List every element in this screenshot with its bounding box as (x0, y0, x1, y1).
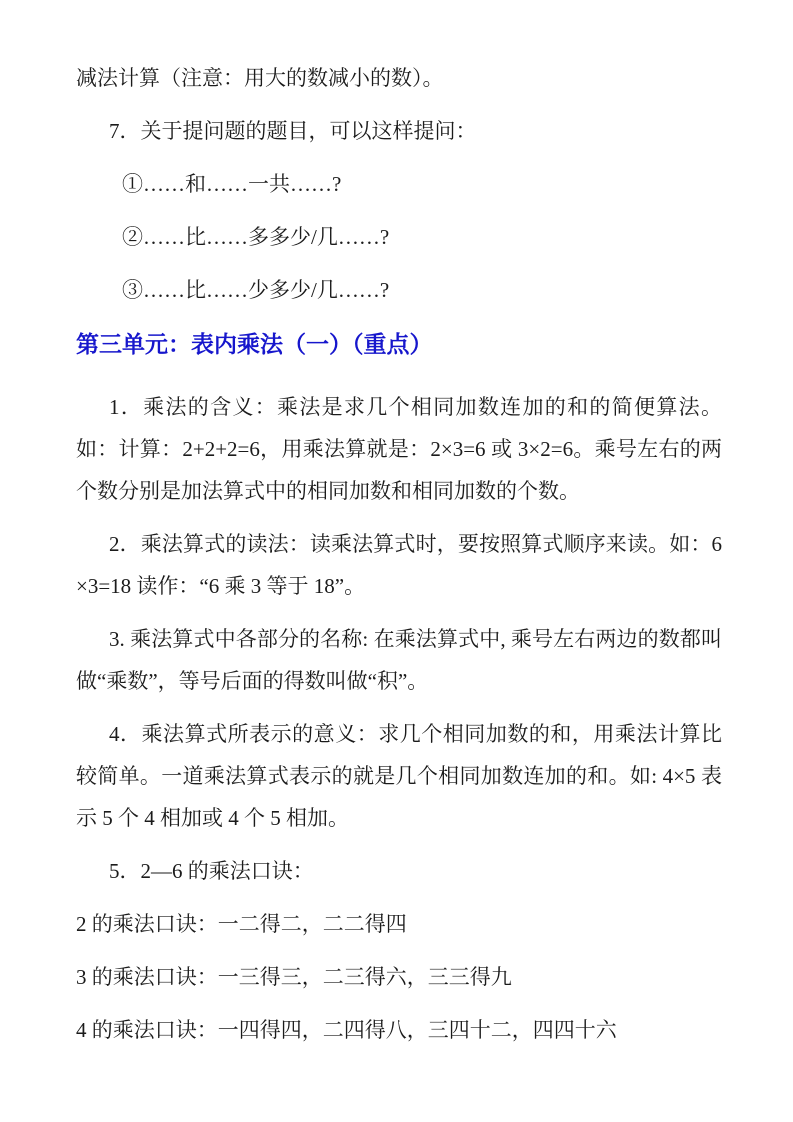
table-of-2: 2 的乘法口诀：一二得二，二二得四 (76, 912, 407, 936)
carryover-text: 减法计算（注意：用大的数减小的数）。 (76, 66, 444, 90)
question-pattern-2: ②……比……多多少/几……? (122, 225, 390, 249)
document-content (76, 57, 722, 1062)
item-5-tables-intro: 5．2—6 的乘法口诀： (109, 859, 314, 883)
section-heading-unit3: 第三单元：表内乘法（一）（重点） (76, 331, 433, 357)
table-of-4: 4 的乘法口诀：一四得四，二四得八，三四十二，四四十六 (76, 1018, 617, 1042)
item-3-part-names: 3. 乘法算式中各部分的名称: 在乘法算式中, 乘号左右两边的数都叫做“乘数”，等号后面的得数叫做“积”。 (76, 627, 722, 693)
question-pattern-1: ①……和……一共……? (122, 172, 342, 196)
question-pattern-3: ③……比……少多少/几……? (122, 278, 390, 302)
item-4-expression-meaning: 4．乘法算式所表示的意义：求几个相同加数的和，用乘法计算比较简单。一道乘法算式表示的就是几个相同加数连加的和。如: 4×5 表示 5 个 4 相加或 4 个 5 相加。 (76, 722, 722, 830)
item-7: 7．关于提问题的题目，可以这样提问： (109, 119, 477, 143)
item-2-reading-method: 2．乘法算式的读法：读乘法算式时，要按照算式顺序来读。如：6×3=18 读作：“6 乘 3 等于 18”。 (76, 532, 722, 598)
table-of-3: 3 的乘法口诀：一三得三，二三得六，三三得九 (76, 965, 512, 989)
item-1-multiplication-meaning: 1．乘法的含义：乘法是求几个相同加数连加的和的简便算法。如：计算：2+2+2=6，用乘法算就是：2×3=6 或 3×2=6。乘号左右的两个数分别是加法算式中的相同加数和相同加数的个数。 (76, 395, 722, 503)
